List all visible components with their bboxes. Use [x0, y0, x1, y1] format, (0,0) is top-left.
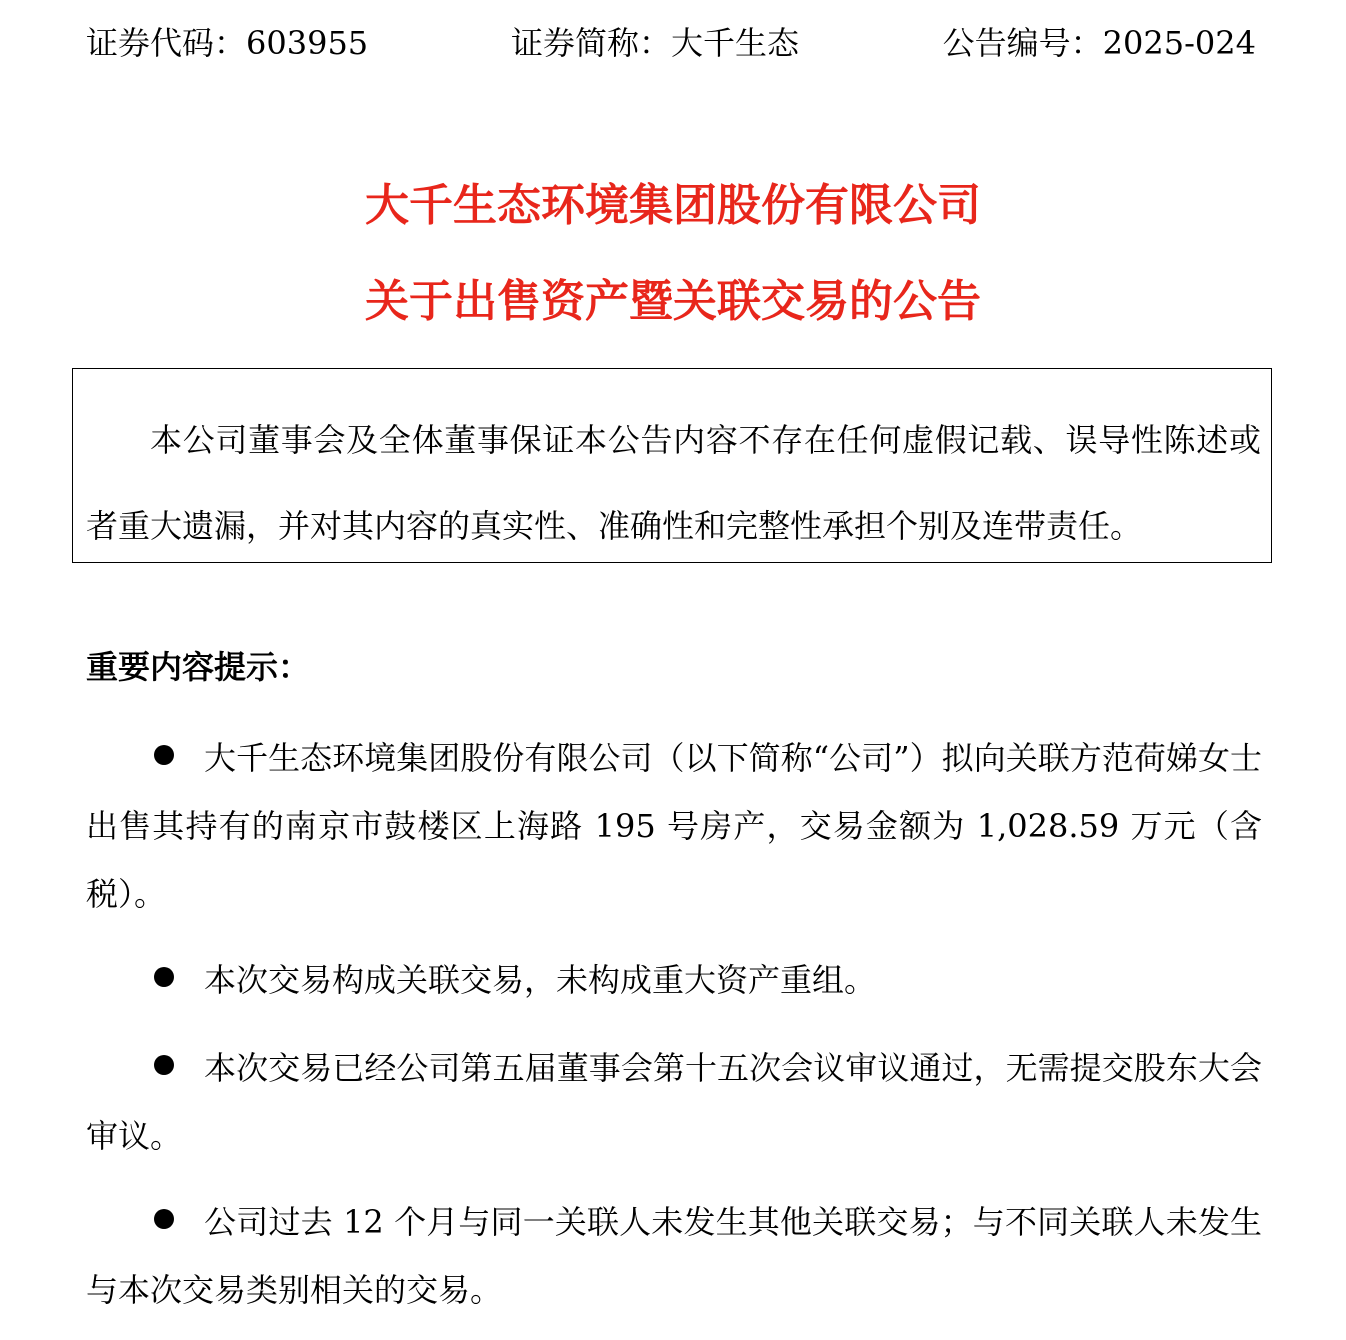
announcement-header	[86, 18, 1256, 68]
key-point-item	[86, 724, 1262, 928]
disclaimer-box	[72, 368, 1272, 563]
key-point-item	[86, 1188, 1262, 1324]
key-point-text: 本次交易构成关联交易，未构成重大资产重组。	[204, 961, 877, 999]
key-point-item	[86, 946, 1262, 1014]
stock-abbreviation: 证券简称：大千生态	[511, 24, 800, 62]
announcement-title: 关于出售资产暨关联交易的公告	[365, 276, 981, 327]
key-point-text: 本次交易已经公司第五届董事会第十五次会议审议通过，无需提交股东大会审议。	[86, 1049, 1262, 1155]
bullet-icon	[154, 1055, 174, 1075]
key-point-text: 大千生态环境集团股份有限公司（以下简称“公司”）拟向关联方范荷娣女士出售其持有的南京市鼓楼区上海路 195 号房产，交易金额为 1,028.59 万元（含税）。	[86, 739, 1262, 913]
company-title: 大千生态环境集团股份有限公司	[365, 180, 981, 231]
bullet-icon	[154, 1209, 174, 1229]
key-points-heading: 重要内容提示：	[86, 648, 311, 686]
announcement-number: 公告编号：2025-024	[942, 24, 1256, 62]
disclaimer-text: 本公司董事会及全体董事保证本公告内容不存在任何虚假记载、误导性陈述或者重大遗漏，并对其内容的真实性、准确性和完整性承担个别及连带责任。	[86, 421, 1261, 545]
key-point-text: 公司过去 12 个月与同一关联人未发生其他关联交易；与不同关联人未发生与本次交易类别相关的交易。	[86, 1203, 1262, 1309]
bullet-icon	[154, 745, 174, 765]
stock-code: 证券代码：603955	[86, 24, 369, 62]
bullet-icon	[154, 967, 174, 987]
key-point-item	[86, 1034, 1262, 1170]
